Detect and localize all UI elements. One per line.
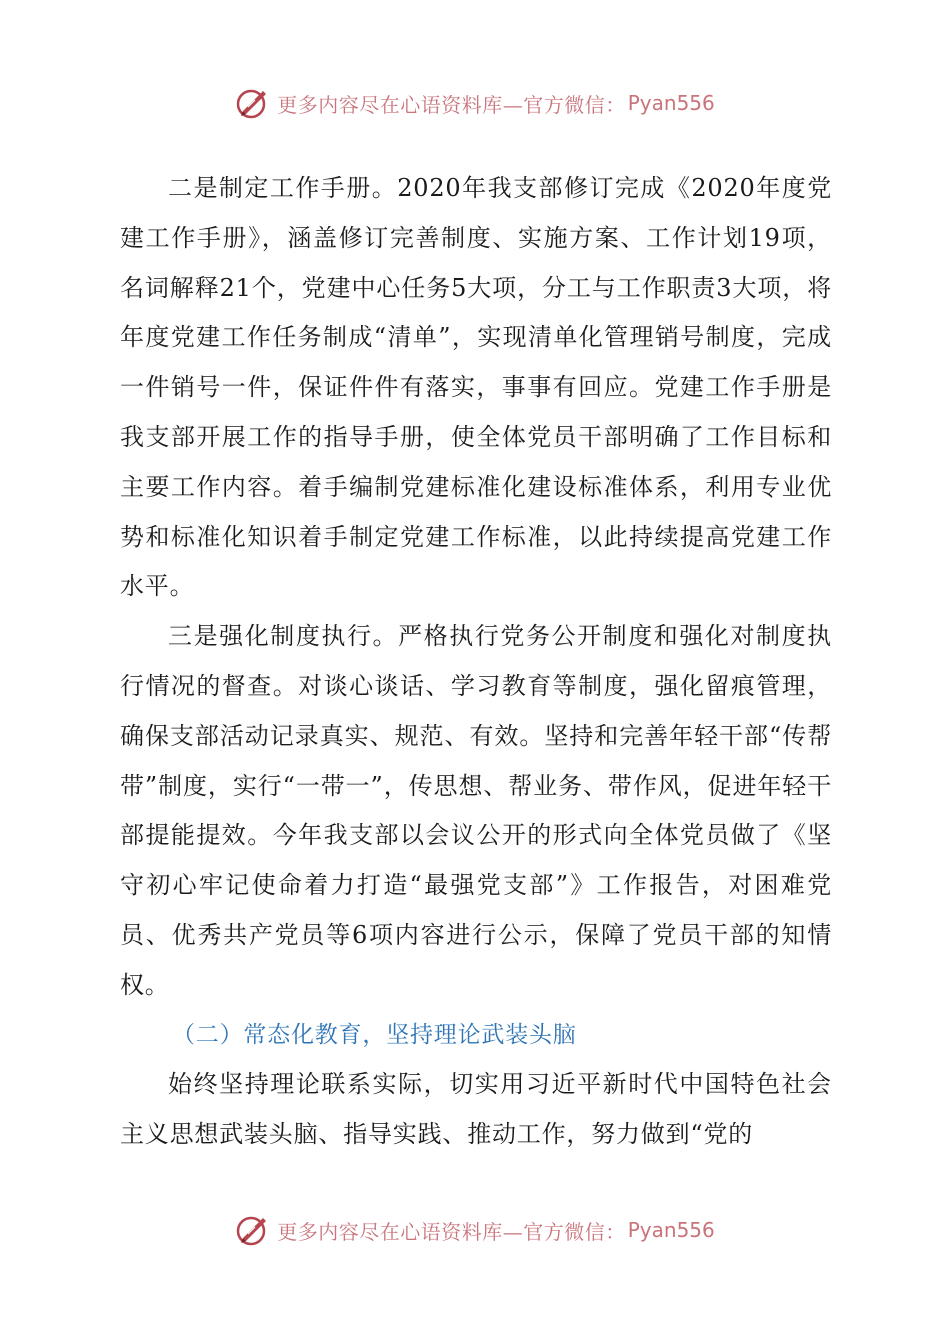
pen-circle-logo-icon	[235, 1212, 271, 1248]
paragraph-system-execution: 三是强化制度执行。严格执行党务公开制度和强化对制度执行情况的督查。对谈心谈话、学习教育等制度，强化留痕管理，确保支部活动记录真实、规范、有效。坚持和完善年轻干部“传帮带”制度，实行“一带一”，传思想、帮业务、带作风，促进年轻干部提能提效。今年我支部以会议公开的形式向全体党员做了《坚守初心牢记使命着力打造“最强党支部”》工作报告，对困难党员、优秀共产党员等6项内容进行公示，保障了党员干部的知情权。	[120, 622, 832, 999]
document-body	[120, 164, 832, 1160]
section-heading: （二）常态化教育，坚持理论武装头脑	[172, 1021, 577, 1048]
pen-circle-logo-icon	[235, 85, 271, 121]
paragraph-theory-education: 始终坚持理论联系实际，切实用习近平新时代中国特色社会主义思想武装头脑、指导实践、推动工作，努力做到“党的	[120, 1070, 832, 1149]
footer-banner	[0, 1210, 950, 1250]
footer-banner-id: Pyan556	[627, 1218, 715, 1242]
header-banner-text: 更多内容尽在心语资料库—官方微信：	[277, 92, 626, 117]
paragraph-work-manual: 二是制定工作手册。2020年我支部修订完成《2020年度党建工作手册》，涵盖修订完善制度、实施方案、工作计划19项，名词解释21个，党建中心任务5大项，分工与工作职责3大项，将年度党建工作任务制成“清单”，实现清单化管理销号制度，完成一件销号一件，保证件件有落实，事事有回应。党建工作手册是我支部开展工作的指导手册，使全体党员干部明确了工作目标和主要工作内容。着手编制党建标准化建设标准体系，利用专业优势和标准化知识着手制定党建工作标准，以此持续提高党建工作水平。	[120, 174, 832, 601]
footer-banner-text: 更多内容尽在心语资料库—官方微信：	[277, 1219, 626, 1244]
header-banner	[0, 83, 950, 123]
header-banner-id: Pyan556	[627, 91, 715, 115]
